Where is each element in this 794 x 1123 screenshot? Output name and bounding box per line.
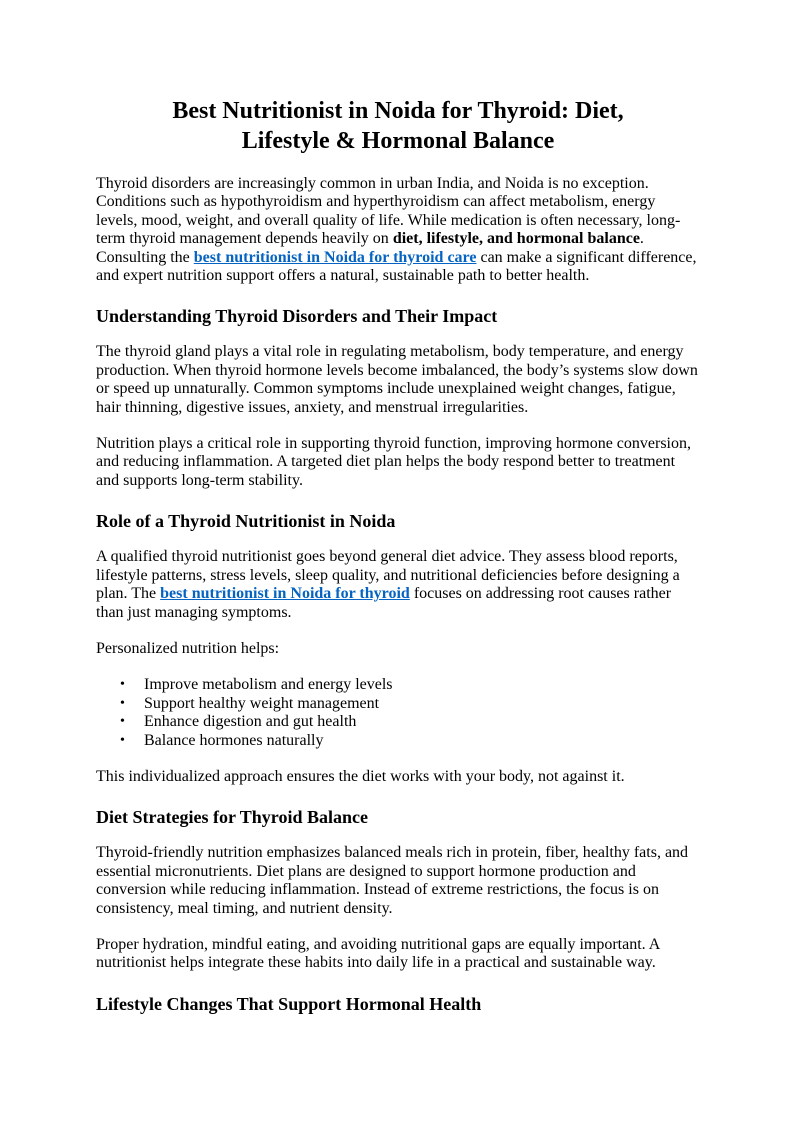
list-item (120, 713, 700, 731)
role-paragraph-2: Personalized nutrition helps: (96, 639, 280, 657)
role-paragraph-3: This individualized approach ensures the diet works with your body, not against it. (96, 767, 625, 785)
diet-paragraph-2: Proper hydration, mindful eating, and avoiding nutritional gaps are equally important. A nutritionist helps integrate these habits into daily life in a practical and sustainable way. (96, 935, 660, 972)
bullet-icon: • (120, 714, 125, 730)
understanding-paragraph-2: Nutrition plays a critical role in supporting thyroid function, improving hormone conversion, and reducing inflammation. A targeted diet plan helps the body respond better to treatment and supports long-term stability. (96, 435, 691, 489)
heading-lifestyle: Lifestyle Changes That Support Hormonal Health (96, 993, 482, 1014)
role-text-1: A qualified thyroid nutritionist goes beyond general diet advice. They assess blood reports, lifestyle patterns, stress levels, sleep quality, and nutritional deficiencies before designing a plan. The (96, 548, 680, 603)
understanding-paragraph-1: The thyroid gland plays a vital role in regulating metabolism, body temperature, and energy production. When thyroid hormone levels become imbalanced, the body’s systems slow down or speed up unnaturally. Common symptoms include unexplained weight changes, fatigue, hair thinning, digestive issues, anxiety, and menstrual irregularities. (96, 343, 698, 416)
list-item-text: Balance hormones naturally (144, 731, 324, 749)
title-line-2: Lifestyle & Hormonal Balance (241, 128, 555, 154)
intro-text-1: Thyroid disorders are increasingly common in urban India, and Noida is no exception. Conditions such as hypothyroidism and hyperthyroidism can affect metabolism, energy levels, mood, weight, and overall quality of life. While medication is often necessary, long-term thyroid management depends heavily on (96, 175, 681, 248)
list-item-text: Support healthy weight management (144, 694, 380, 712)
list-item (120, 676, 700, 694)
heading-diet: Diet Strategies for Thyroid Balance (96, 807, 368, 828)
document-page (96, 96, 700, 1031)
bullet-icon: • (120, 732, 125, 748)
page-title (96, 96, 700, 156)
intro-paragraph (96, 175, 700, 285)
title-line-1: Best Nutritionist in Noida for Thyroid: Diet, (172, 98, 624, 124)
role-text-2: focuses on addressing root causes rather than just managing symptoms. (96, 585, 672, 621)
intro-bold-text: diet, lifestyle, and hormonal balance (392, 230, 640, 248)
thyroid-care-link[interactable]: best nutritionist in Noida for thyroid care (193, 248, 477, 266)
list-item (120, 731, 700, 750)
bullet-icon: • (120, 695, 125, 711)
benefits-list (96, 676, 700, 750)
diet-paragraph-1: Thyroid-friendly nutrition emphasizes balanced meals rich in protein, fiber, healthy fats, and essential micronutrients. Diet plans are designed to support hormone production and conversion while reducing inflammation. Instead of extreme restrictions, the focus is on consistency, meal timing, and nutrient density. (96, 844, 689, 917)
thyroid-nutritionist-link[interactable]: best nutritionist in Noida for thyroid (160, 585, 410, 603)
heading-role: Role of a Thyroid Nutritionist in Noida (96, 511, 396, 532)
list-item-text: Enhance digestion and gut health (144, 713, 357, 731)
intro-text-3: can make a significant difference, and expert nutrition support offers a natural, sustainable path to better health. (96, 248, 697, 285)
list-item (120, 694, 700, 713)
list-item-text: Improve metabolism and energy levels (144, 676, 393, 694)
heading-understanding: Understanding Thyroid Disorders and Their Impact (96, 306, 498, 327)
intro-text-2: . Consulting the (96, 230, 644, 266)
bullet-icon: • (120, 677, 125, 693)
role-paragraph-1 (96, 548, 700, 622)
